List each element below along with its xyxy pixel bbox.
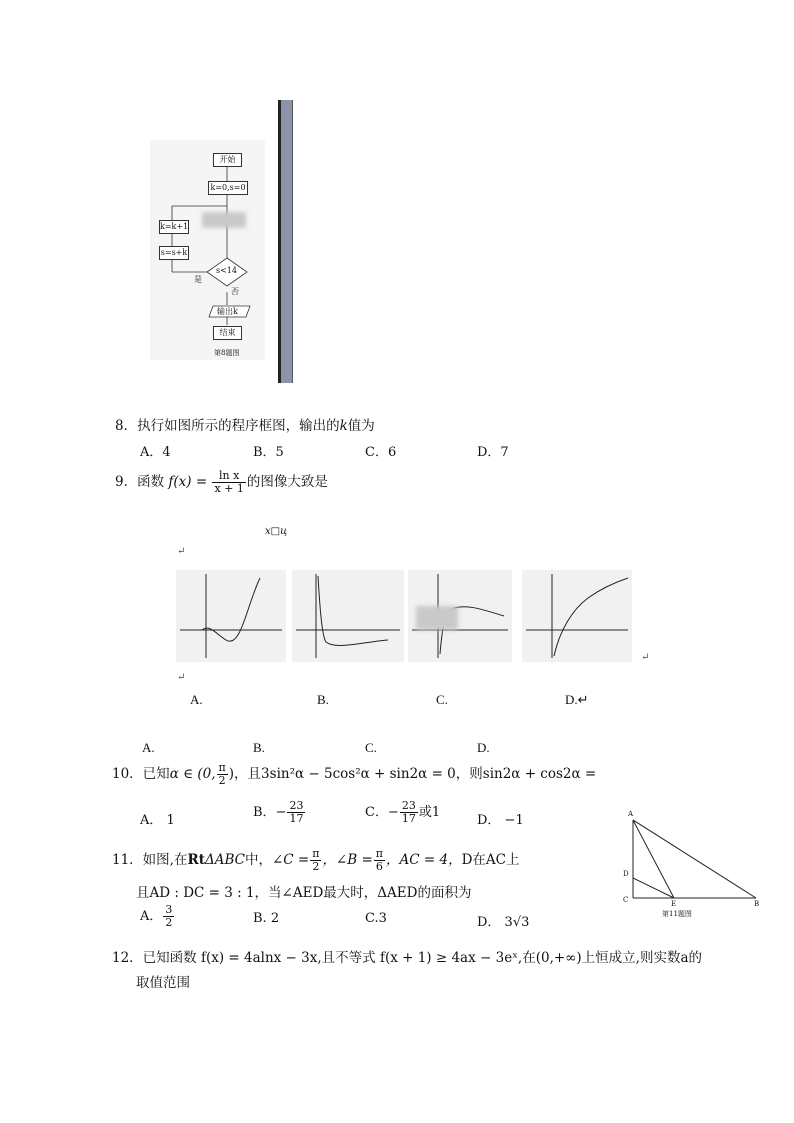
- q9-option-b: B.: [253, 740, 265, 755]
- q9-num: ln x: [212, 470, 245, 483]
- graph-c: [408, 570, 512, 662]
- q11-rt: Rt: [187, 852, 205, 868]
- q11-a-den: 2: [165, 916, 173, 929]
- q9-option-c: C.: [365, 740, 377, 755]
- q11-option-b: B. 2: [253, 911, 280, 926]
- flow-no: 否: [231, 287, 239, 296]
- tri-caption: 第11题图: [662, 910, 692, 918]
- q11-option-a-fraction: [163, 904, 174, 929]
- q9-func: f(x) =: [168, 474, 208, 490]
- divider-bar: [278, 100, 293, 383]
- q11-c-pi: π: [312, 847, 320, 860]
- graph-label-a: A.: [190, 692, 203, 707]
- q11-stem-b: 中，: [244, 852, 272, 868]
- q10-option-b-minus: −: [275, 805, 287, 820]
- flow-start: 开始: [213, 153, 242, 167]
- q9-stem: [115, 470, 328, 495]
- graph-d: [522, 570, 632, 662]
- q8-stem: [115, 414, 375, 434]
- return-mark: ↵: [177, 546, 186, 557]
- q10-option-d: D． −1: [477, 813, 524, 828]
- flow-init: k=0,s=0: [208, 181, 248, 195]
- graph-d-plot: [522, 570, 632, 662]
- return-mark-2: ↵: [641, 652, 650, 663]
- q10-b-num: 23: [289, 799, 304, 812]
- tri-label-e: E: [671, 900, 677, 908]
- q11-c-fraction: [310, 848, 321, 873]
- flow-step-s: s=s+k: [159, 246, 189, 260]
- triangle-figure: [618, 810, 768, 920]
- q10-pi-fraction: [217, 762, 228, 787]
- flow-caption: 第8题图: [214, 349, 240, 357]
- graph-b: [292, 570, 404, 662]
- q10-option-b: [253, 800, 306, 825]
- q11-option-d: D． 3√3: [477, 915, 530, 930]
- q11-d-on: D在AC上: [461, 852, 520, 868]
- q11-ac: ，AC = 4，: [386, 852, 462, 868]
- q11-tri: ΔABC: [204, 852, 245, 868]
- q11-stem-a: 11．如图,在: [112, 852, 188, 868]
- flow-output: 输出k: [217, 307, 238, 316]
- q10-pi: π: [218, 761, 226, 774]
- q10-b-den: 17: [289, 812, 304, 825]
- flowchart-figure: [150, 140, 265, 360]
- q10-stem-a: 10．已知: [112, 766, 170, 782]
- q10-option-b-fraction: [287, 800, 305, 825]
- q10-target: sin2α + cos2α =: [482, 766, 597, 782]
- tri-label-d: D: [623, 870, 629, 878]
- flow-condition: s<14: [216, 266, 237, 275]
- q10-option-c-fraction: [400, 800, 418, 825]
- graph-label-c: C.: [436, 692, 448, 707]
- q11-angle-b: ，∠B =: [322, 852, 373, 868]
- flow-step-k: k=k+1: [159, 220, 189, 234]
- q8-stem-end: 值为: [347, 418, 375, 434]
- q11-option-a-label: A．: [140, 909, 163, 924]
- q10-two: 2: [218, 774, 226, 787]
- q12-line1: 12．已知函数 f(x) = 4alnx − 3x,且不等式 f(x + 1) ≥ 4ax − 3eˣ,在(0,+∞)上恒成立,则实数a的: [112, 950, 703, 966]
- q10-option-c-suffix: 或1: [418, 805, 441, 820]
- q10-option-c-minus: −: [387, 805, 399, 820]
- q11-angle-c: ∠C =: [271, 852, 310, 868]
- q8-option-b: B．5: [253, 445, 284, 460]
- graph-label-b: B.: [317, 692, 329, 707]
- q8-var: k: [339, 418, 348, 434]
- q9-den: x + 1: [214, 482, 244, 495]
- q9-prefix: 9．函数: [115, 474, 165, 490]
- tri-label-a: A: [628, 810, 634, 818]
- q11-stem: [112, 848, 519, 873]
- q12-line2: 取值范围: [136, 975, 190, 991]
- tri-label-c: C: [623, 896, 629, 904]
- q8-option-d: D．7: [477, 445, 509, 460]
- q9-stray-mark: x□ц: [265, 526, 288, 537]
- q10-option-a: A． 1: [140, 813, 175, 828]
- q11-c-two: 2: [312, 860, 320, 873]
- q10-option-c-label: C．: [365, 805, 388, 820]
- q11-b-pi: π: [375, 847, 384, 860]
- q9-option-a: A.: [142, 740, 155, 755]
- q8-option-a: A．4: [140, 445, 171, 460]
- graph-b-plot: [292, 570, 404, 662]
- q10-stem-b: α ∈ (0,: [169, 766, 216, 782]
- q8-option-c: C．6: [365, 445, 397, 460]
- q10-option-b-label: B．: [253, 805, 276, 820]
- q10-stem: [112, 762, 596, 787]
- q10-stem-d: ，则: [455, 766, 483, 782]
- q11-option-c: C.3: [365, 911, 387, 926]
- q11-b-six: 6: [375, 860, 383, 873]
- flow-yes: 是: [194, 275, 202, 284]
- tri-label-b: B: [754, 900, 760, 908]
- graph-a-plot: [176, 570, 286, 662]
- triangle-lines: [618, 810, 768, 920]
- q10-option-c: [365, 800, 440, 825]
- q9-suffix: 的图像大致是: [246, 474, 328, 490]
- q8-stem-text: 8．执行如图所示的程序框图，输出的: [115, 418, 340, 434]
- q10-c-num: 23: [401, 799, 416, 812]
- q10-c-den: 17: [401, 812, 416, 825]
- flow-end: 结束: [213, 326, 242, 340]
- blurred-region: [202, 212, 246, 228]
- q11-option-a: [140, 904, 175, 929]
- q10-equation: 3sin²α − 5cos²α + sin2α = 0: [261, 766, 456, 782]
- q11-b-fraction: [374, 848, 385, 873]
- return-mark-3: ↵: [177, 672, 186, 683]
- graph-label-d: D.↵: [565, 692, 589, 707]
- q10-stem-c: )，且: [228, 766, 262, 782]
- graph-a: [176, 570, 286, 662]
- graph-c-blur: [416, 606, 458, 630]
- q11-a-num: 3: [165, 903, 173, 916]
- q9-option-d: D.: [477, 740, 490, 755]
- q9-fraction: [212, 470, 245, 495]
- q11-line2: 且AD : DC = 3 : 1，当∠AED最大时，ΔAED的面积为: [136, 885, 472, 901]
